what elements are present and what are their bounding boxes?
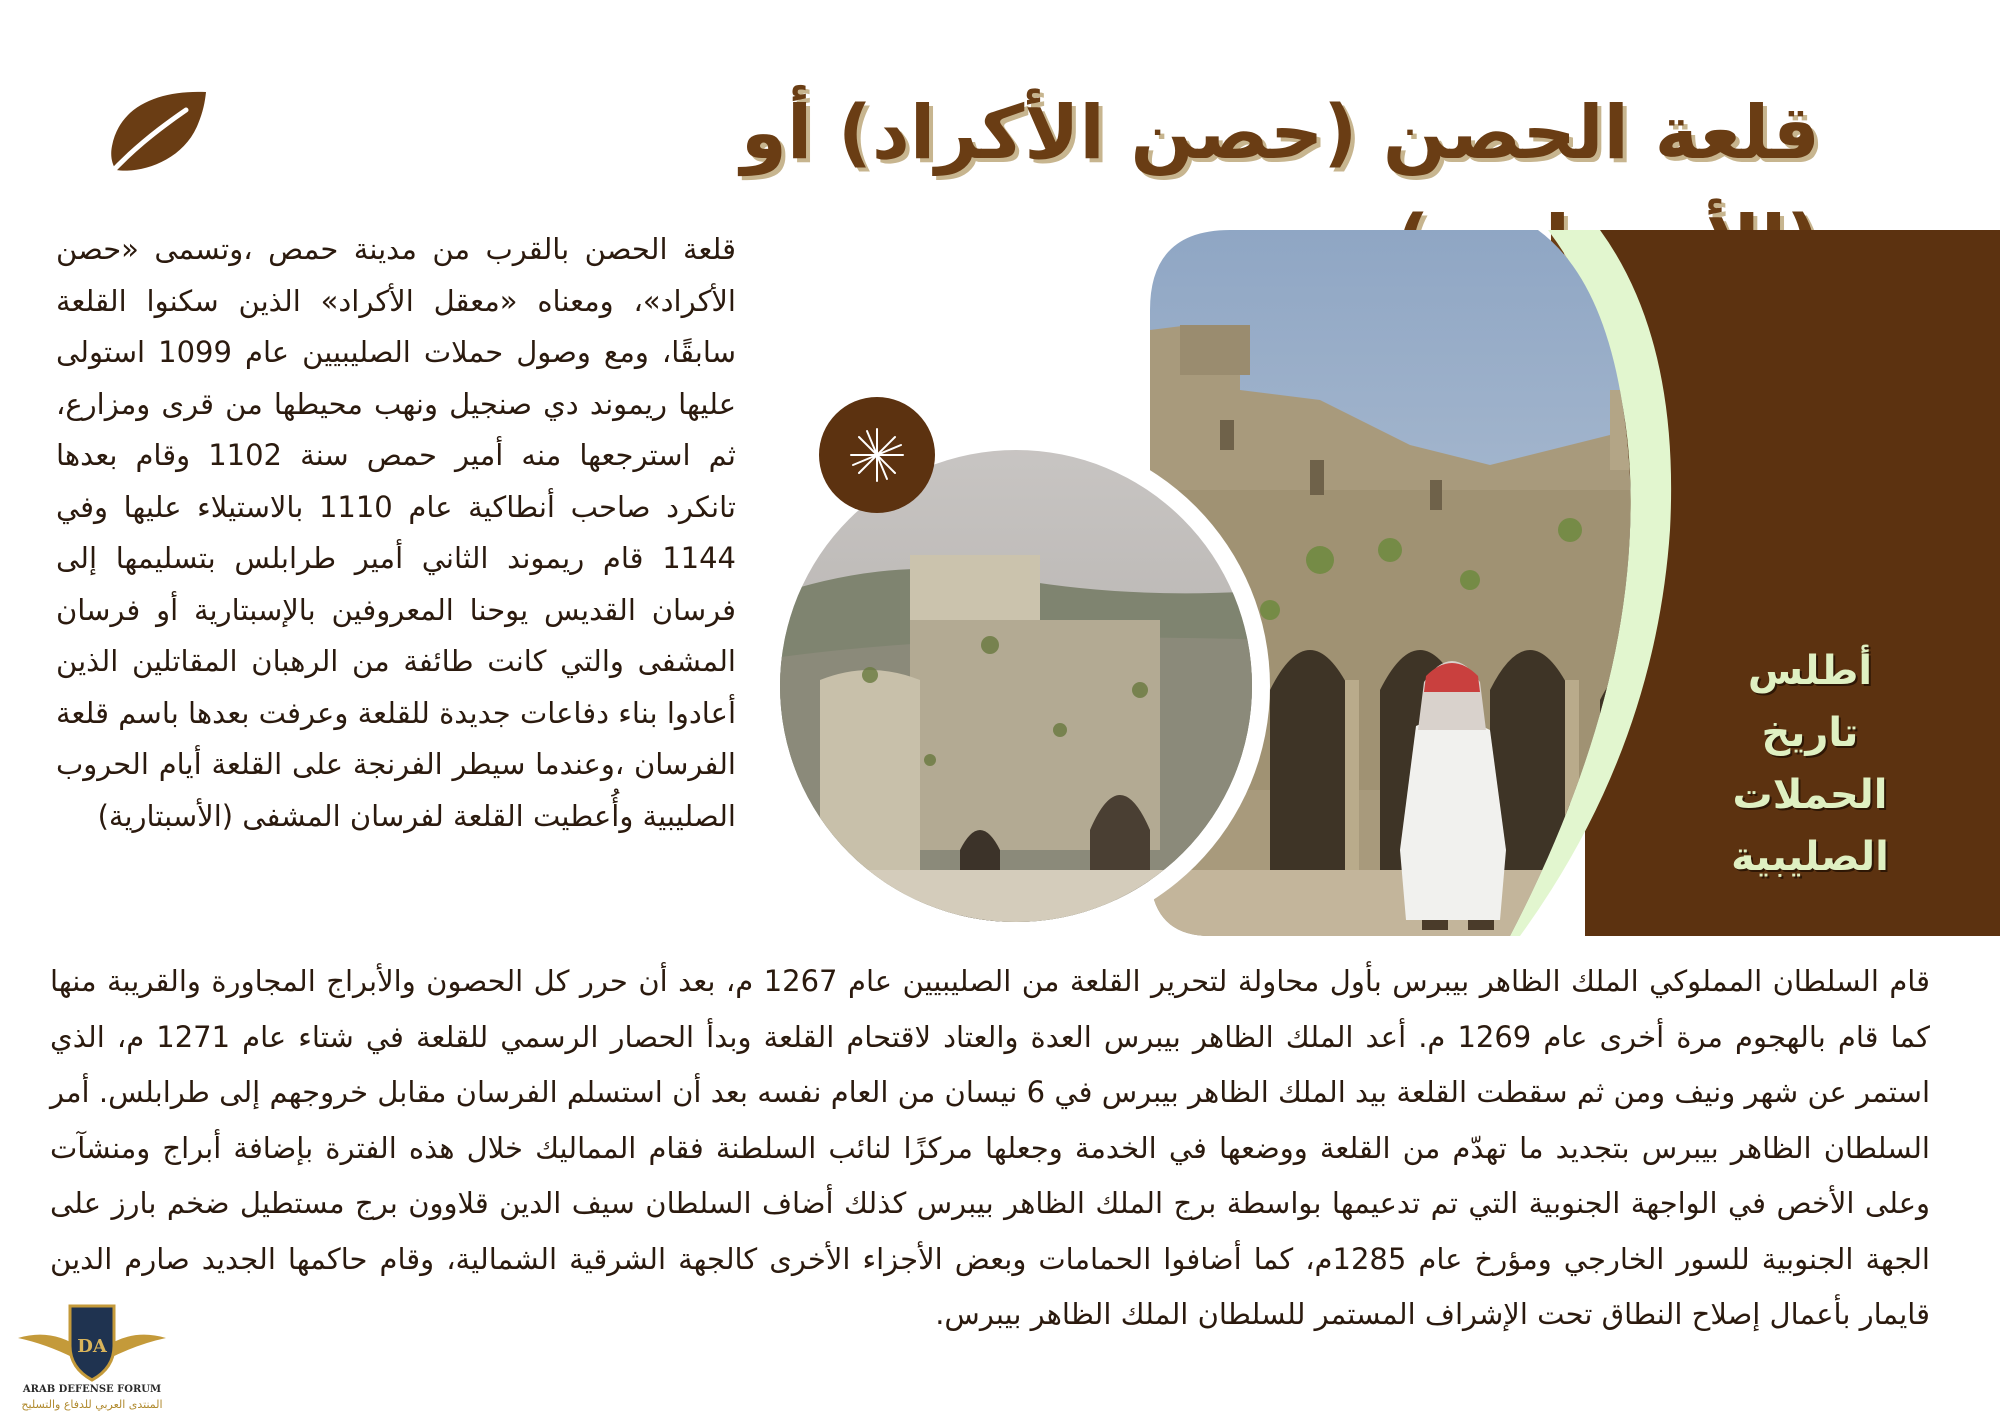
- body-paragraph: قام السلطان المملوكي الملك الظاهر بيبرس بأول محاولة لتحرير القلعة من الصليبيين عام 1267 م، بعد أن حرر كل الحصون والأبراج المجاورة والقريبة منها كما قام بالهجوم مرة أخرى عام 1269 م. أعد الملك الظاهر بيبرس العدة والعتاد لاقتحام القلعة وبدأ الحصار الرسمي للقلعة في شتاء عام 1271 م، الذي استمر عن شهر ونيف ومن ثم سقطت القلعة بيد الملك الظاهر بيبرس في 6 نيسان من العام نفسه بعد أن استسلم الفرسان مقابل خروجهم إلى طرابلس. أمر السلطان الظاهر بيبرس بتجديد ما تهدّم من القلعة ووضعها في الخدمة وجعلها مركزًا لنائب السلطنة فقام المماليك خلال هذه الفترة بإضافة أبراج ومنشآت وعلى الأخص في الواجهة الجنوبية التي تم تدعيمها بواسطة برج الملك الظاهر بيبرس كذلك أضاف السلطان سيف الدين قلاوون برج مستطيل ضخم بارز على الجهة الجنوبية للسور الخارجي ومؤرخ عام 1285م، كما أضافوا الحمامات وبعض الأجزاء الأخرى كالجهة الشرقية الشمالية، وقام حاكمها الجديد صارم الدين قايمار بأعمال إصلاح النطاق تحت الإشراف المستمر للسلطان الملك الظاهر بيبرس.: [50, 964, 1931, 1331]
- logo-english-text: ARAB DEFENSE FORUM: [22, 1384, 162, 1395]
- side-title-line-4: الصليبية: [1731, 834, 1889, 880]
- side-title-line-1: أطلس: [1747, 648, 1873, 694]
- page-title: قلعة الحصن (حصن الأكراد) أو: [740, 90, 1820, 176]
- leaf-icon: [102, 88, 212, 178]
- logo-monogram: DA: [77, 1336, 107, 1357]
- starburst-icon: [815, 393, 939, 517]
- intro-paragraph: قلعة الحصن بالقرب من مدينة حمص ،وتسمى «حصن الأكراد»، ومعناه «معقل الأكراد» الذين سكنوا القلعة سابقًا، ومع وصول حملات الصليبيين عام 1099 استولى عليها ريموند دي صنجيل ونهب محيطها من قرى ومزارع، ثم استرجعها منه أمير حمص سنة 1102 وقام بعدها تانكرد صاحب أنطاكية عام 1110 بالاستيلاء عليها وفي 1144 قام ريموند الثاني أمير طرابلس بتسليمها إلى فرسان القديس يوحنا المعروفين بالإسبتارية أو فرسان المشفى والتي كانت طائفة من الرهبان المقاتلين الذين أعادوا بناء دفاعات جديدة للقلعة وعرفت بعدها باسم قلعة الفرسان ،وعندما سيطر الفرنجة على القلعة أيام الحروب الصليبية وأُعطيت القلعة لفرسان المشفى (الأسبتارية): [56, 232, 736, 833]
- side-title-line-2: تاريخ: [1761, 710, 1859, 756]
- side-title: [1700, 640, 1920, 888]
- logo-arabic-text: المنتدى العربي للدفاع والتسليح: [21, 1398, 163, 1411]
- side-title-line-3: الحملات: [1732, 772, 1888, 818]
- arab-defense-forum-logo: [12, 1288, 172, 1414]
